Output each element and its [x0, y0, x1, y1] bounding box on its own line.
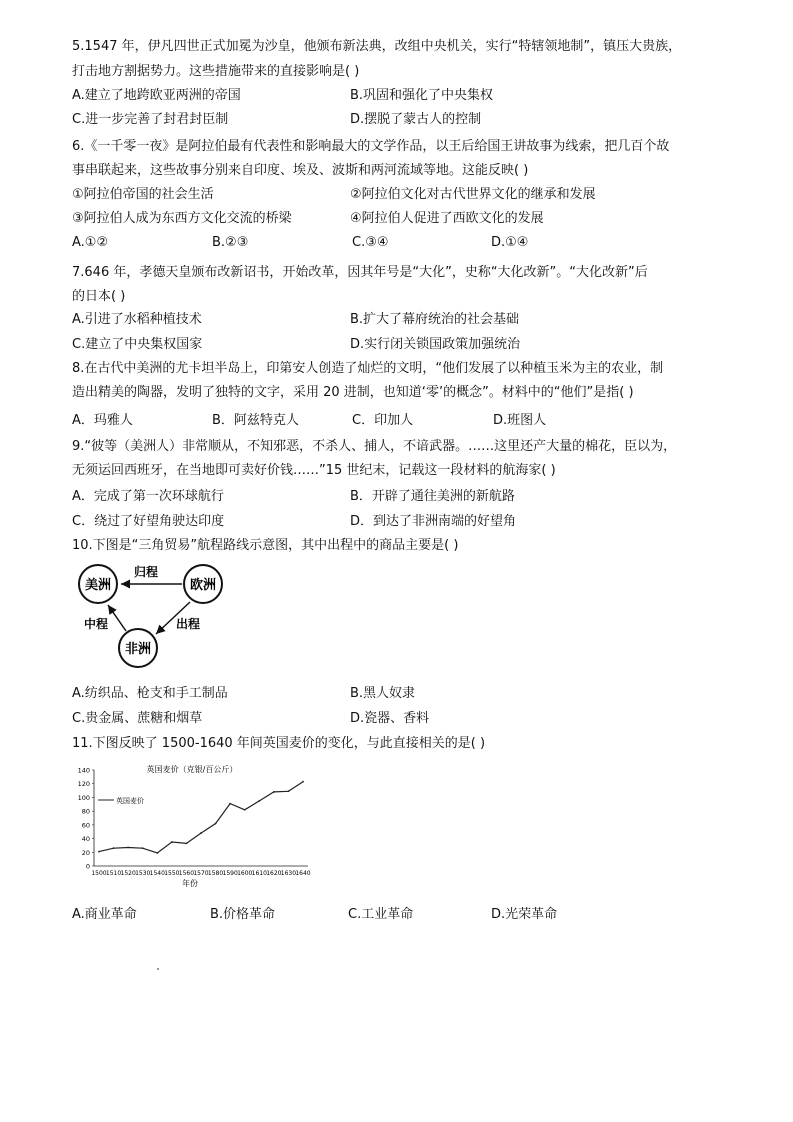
- q9-stem-line2: 无须运回西班牙，在当地即可卖好价钱……”15 世纪末，记载这一段材料的航海家( ): [72, 463, 556, 478]
- africa-label: 非洲: [124, 642, 152, 657]
- q5-option-a: A.建立了地跨欧亚两洲的帝国: [72, 88, 241, 103]
- q9-option-d: D．到达了非洲南端的好望角: [350, 514, 517, 529]
- q11-option-b: B.价格革命: [210, 907, 276, 922]
- x-tick-label: 1560: [178, 870, 195, 877]
- x-tick-label: 1630: [280, 870, 297, 877]
- x-tick-label: 1590: [222, 870, 238, 877]
- x-tick-label: 1510: [105, 870, 122, 877]
- y-tick-label: 120: [77, 780, 90, 789]
- q7-stem-line2: 的日本( ): [72, 289, 126, 304]
- q6-stem-line1: 6.《一千零一夜》是阿拉伯最有代表性和影响最大的文学作品，以王后给国王讲故事为线索，把几百个故: [72, 139, 670, 154]
- x-tick-label: 1580: [207, 870, 224, 877]
- data-point: [288, 790, 290, 792]
- chart-title: 英国麦价（克银/百公斤）: [146, 765, 238, 774]
- y-tick-label: 100: [77, 793, 90, 802]
- data-point: [244, 809, 246, 811]
- q6-statement-4: ④阿拉伯人促进了西欧文化的发展: [350, 211, 544, 226]
- data-point: [127, 847, 129, 849]
- data-point: [113, 847, 115, 849]
- x-tick-label: 1540: [149, 870, 165, 877]
- y-tick-label: 20: [81, 848, 90, 857]
- data-point: [171, 841, 173, 843]
- x-tick-label: 1500: [91, 870, 107, 877]
- q5-stem-line2: 打击地方割据势力。这些措施带来的直接影响是( ): [72, 64, 360, 79]
- y-tick-label: 60: [81, 821, 90, 830]
- q10-option-a: A.纺织品、枪支和手工制品: [72, 686, 228, 701]
- middle-route-arrow: [108, 605, 126, 631]
- data-point: [156, 852, 158, 854]
- q6-stem-line2: 事串联起来，这些故事分别来自印度、埃及、波斯和两河流域等地。这能反映( ): [72, 163, 529, 178]
- middle-route-label: 中程: [84, 617, 109, 631]
- q8-stem-line1: 8.在古代中美洲的尤卡坦半岛上，印第安人创造了灿烂的文明，“他们发展了以种植玉米为主的农业，制: [72, 361, 664, 376]
- q9-stem-line1: 9.“彼等（美洲人）非常顺从，不知邪恶，不杀人、捕人，不谙武器。……这里还产大量的棉花，臣以为，: [72, 439, 677, 454]
- americas-label: 美洲: [84, 578, 112, 593]
- q7-option-a: A.引进了水稻种植技术: [72, 312, 202, 327]
- q8-option-a: A．玛雅人: [72, 413, 133, 428]
- data-point: [186, 842, 188, 844]
- q10-stem: 10.下图是“三角贸易”航程路线示意图，其中出程中的商品主要是( ): [72, 538, 459, 553]
- q8-option-b: B．阿兹特克人: [212, 413, 299, 428]
- x-tick-label: 1530: [135, 870, 151, 877]
- q8-option-d: D.班图人: [493, 413, 547, 428]
- q8-option-c: C．印加人: [352, 413, 414, 428]
- q11-option-d: D.光荣革命: [491, 907, 558, 922]
- q5-stem-line1: 5.1547 年，伊凡四世正式加冕为沙皇，他颁布新法典，改组中央机关，实行“特辖领地制”，镇压大贵族，: [72, 39, 682, 54]
- data-point: [98, 851, 100, 853]
- x-tick-label: 1550: [164, 870, 180, 877]
- y-tick-label: 40: [81, 835, 90, 844]
- legend-label: 英国麦价: [116, 797, 144, 805]
- europe-label: 欧洲: [189, 578, 217, 593]
- q6-statement-1: ①阿拉伯帝国的社会生活: [72, 187, 214, 202]
- q10-option-d: D.瓷器、香料: [350, 711, 430, 726]
- data-point: [258, 800, 260, 802]
- q7-option-d: D.实行闭关锁国政策加强统治: [350, 337, 521, 352]
- x-tick-label: 1620: [266, 870, 282, 877]
- q6-statement-3: ③阿拉伯人成为东西方文化交流的桥梁: [72, 211, 292, 226]
- outbound-route-label: 出程: [176, 617, 201, 631]
- q11-option-c: C.工业革命: [348, 907, 414, 922]
- q6-option-c: C.③④: [352, 235, 389, 250]
- q9-option-b: B．开辟了通往美洲的新航路: [350, 489, 515, 504]
- series-line-wheat-price: [99, 782, 303, 853]
- x-tick-label: 1600: [237, 870, 253, 877]
- x-tick-label: 1570: [193, 870, 209, 877]
- q6-statement-2: ②阿拉伯文化对古代世界文化的继承和发展: [350, 187, 596, 202]
- data-point: [302, 781, 304, 783]
- q11-stem: 11.下图反映了 1500-1640 年间英国麦价的变化，与此直接相关的是( ): [72, 736, 486, 751]
- y-tick-label: 140: [77, 766, 90, 775]
- q5-option-d: D.摆脱了蒙古人的控制: [350, 112, 482, 127]
- q11-option-a: A.商业革命: [72, 907, 137, 922]
- data-point: [229, 803, 231, 805]
- data-point: [142, 847, 144, 849]
- q8-stem-line2: 造出精美的陶器，发明了独特的文字，采用 20 进制，也知道‘零’的概念”。材料中的“他们”是指( ): [72, 385, 634, 400]
- y-tick-label: 0: [85, 862, 90, 871]
- q7-option-c: C.建立了中央集权国家: [72, 337, 203, 352]
- q9-option-a: A．完成了第一次环球航行: [72, 489, 224, 504]
- stray-dot: [157, 968, 159, 970]
- x-axis-label: 年份: [182, 879, 198, 888]
- q10-option-b: B.黑人奴隶: [350, 686, 416, 701]
- y-tick-label: 80: [81, 807, 90, 816]
- wheat-price-chart: [72, 762, 322, 892]
- data-point: [273, 791, 275, 793]
- return-route-label: 归程: [134, 565, 159, 579]
- q7-stem-line1: 7.646 年，孝德天皇颁布改新诏书，开始改革，因其年号是“大化”，史称“大化改新”。“大化改新”后: [72, 265, 648, 280]
- q9-option-c: C．绕过了好望角驶达印度: [72, 514, 225, 529]
- data-point: [200, 832, 202, 834]
- x-tick-label: 1610: [251, 870, 267, 877]
- q7-option-b: B.扩大了幕府统治的社会基础: [350, 312, 520, 327]
- x-tick-label: 1520: [120, 870, 136, 877]
- q6-option-b: B.②③: [212, 235, 249, 250]
- q6-option-a: A.①②: [72, 235, 109, 250]
- data-point: [215, 823, 217, 825]
- q10-option-c: C.贵金属、蔗糖和烟草: [72, 711, 203, 726]
- q5-option-c: C.进一步完善了封君封臣制: [72, 112, 229, 127]
- triangle-trade-diagram: [72, 562, 232, 682]
- q5-option-b: B.巩固和强化了中央集权: [350, 88, 494, 103]
- x-tick-label: 1640: [295, 870, 311, 877]
- q6-option-d: D.①④: [491, 235, 529, 250]
